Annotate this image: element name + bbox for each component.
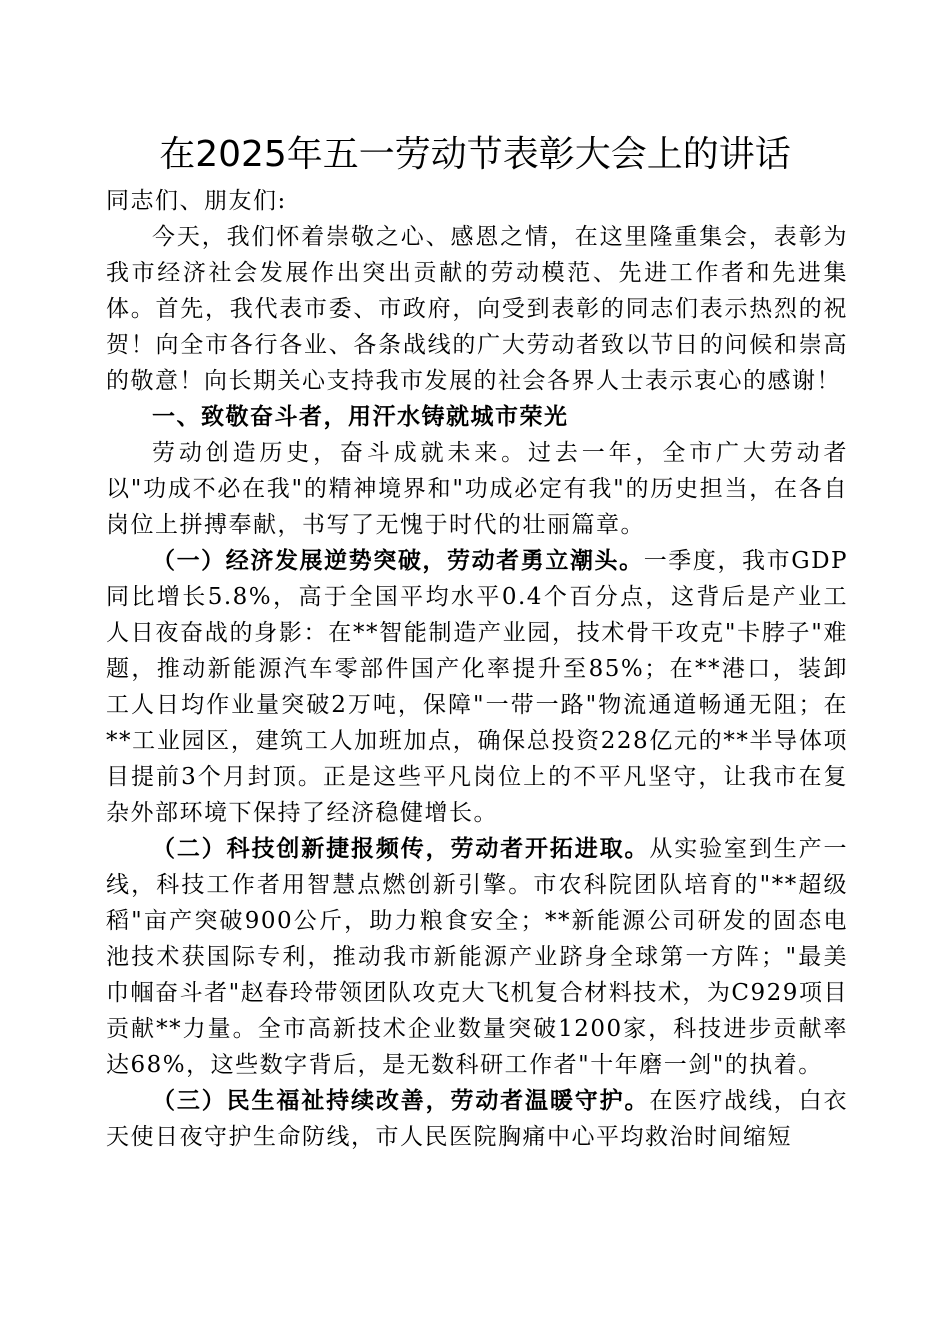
document-body: [106, 183, 848, 1155]
item-text-2: 从实验室到生产一线，科技工作者用智慧点燃创新引擎。市农科院团队培育的"**超级稻"亩产突破900公斤，助力粮食安全；**新能源公司研发的固态电池技术获国际专利，推动我市新能源产业跻身全球第一方阵；"最美巾帼奋斗者"赵春玲带领团队攻克大飞机复合材料技术，为C929项目贡献**力量。全市高新技术企业数量突破1200家，科技进步贡献率达68%，这些数字背后，是无数科研工作者"十年磨一剑"的执着。: [106, 836, 849, 1078]
item-text-3: 在医疗战线，白衣天使日夜守护生命防线，市人民医院胸痛中心平均救治时间缩短: [106, 1088, 849, 1150]
item-lead-1: （一）经济发展逆势突破，劳动者勇立潮头。: [152, 548, 644, 574]
document-title: 在2025年五一劳动节表彰大会上的讲话: [159, 134, 791, 175]
intro-paragraph: 今天，我们怀着崇敬之心、感恩之情，在这里隆重集会，表彰为我市经济社会发展作出突出贡献的劳动模范、先进工作者和先进集体。首先，我代表市委、市政府，向受到表彰的同志们表示热烈的祝贺！向全市各行各业、各条战线的广大劳动者致以节日的问候和崇高的敬意！向长期关心支持我市发展的社会各界人士表示衷心的感谢！: [106, 224, 848, 394]
item-lead-2: （二）科技创新捷报频传，劳动者开拓进取。: [152, 836, 650, 862]
item-lead-3: （三）民生福祉持续改善，劳动者温暖守护。: [152, 1088, 650, 1114]
section-heading: 一、致敬奋斗者，用汗水铸就城市荣光: [152, 404, 569, 430]
item-paragraph-2: [106, 831, 848, 1083]
salutation: 同志们、朋友们:: [106, 188, 287, 214]
item-text-1: 一季度，我市GDP同比增长5.8%，高于全国平均水平0.4个百分点，这背后是产业工人日夜奋战的身影：在**智能制造产业园，技术骨干攻克"卡脖子"难题，推动新能源汽车零部件国产化率提升至85%；在**港口，装卸工人日均作业量突破2万吨，保障"一带一路"物流通道畅通无阻；在**工业园区，建筑工人加班加点，确保总投资228亿元的**半导体项目提前3个月封顶。正是这些平凡岗位上的不平凡坚守，让我市在复杂外部环境下保持了经济稳健增长。: [106, 548, 849, 826]
section-intro-paragraph: 劳动创造历史，奋斗成就未来。过去一年，全市广大劳动者以"功成不必在我"的精神境界和"功成必定有我"的历史担当，在各自岗位上拼搏奉献，书写了无愧于时代的壮丽篇章。: [106, 440, 848, 538]
item-paragraph-3: [106, 1083, 848, 1155]
item-paragraph-1: [106, 543, 848, 831]
